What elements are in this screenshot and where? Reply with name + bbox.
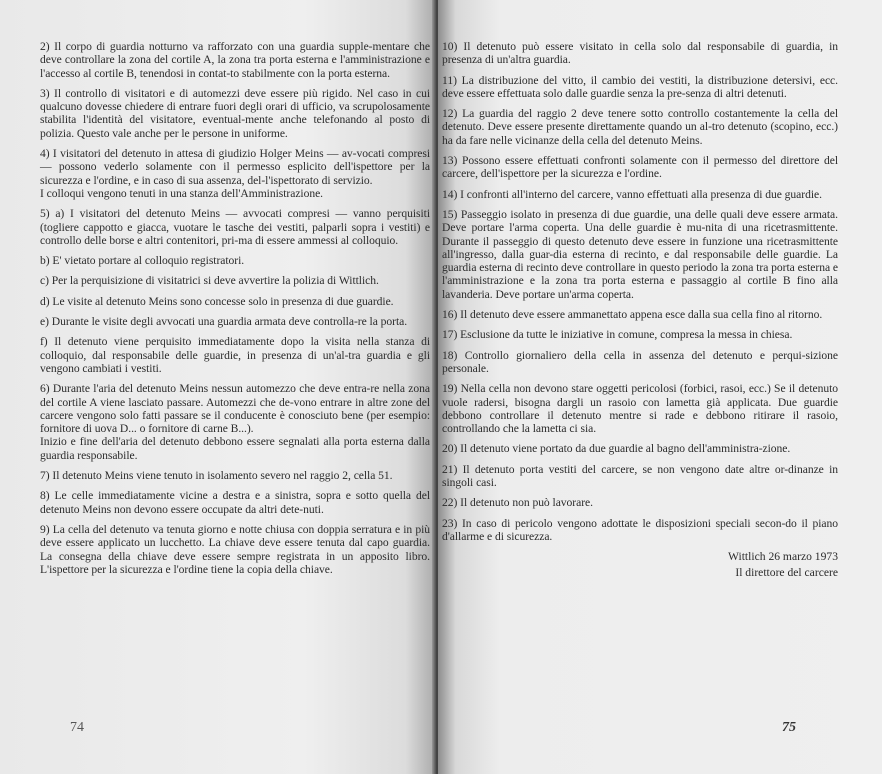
page-number-right: 75: [782, 720, 796, 735]
page-number-left: 74: [70, 720, 84, 735]
paragraph-6: 6) Durante l'aria del detenuto Meins nessun automezzo che deve entra-re nella zona del cortile A viene lasciato passare. Automezzi che de-vono entrare in altre zone del carcere vengono solo fatti passare se il conducente è conosciuto bene (per esempio: fornitore di uova D... o fornitore di carne B...). Inizio e fine dell'aria del detenuto debbono essere segnalati alla porta esterna dalla guardia responsabile.: [40, 382, 430, 462]
paragraph-14: 14) I confronti all'interno del carcere, vanno effettuati alla presenza di due guardie.: [442, 187, 822, 201]
paragraph-15: 15) Passeggio isolato in presenza di due guardie, una delle quali deve essere armata. Deve portare l'arma coperta. Una delle guardie è mu-nita di una ricetrasmittente. Durante il passeggio di questo detenuto deve essere in funzione una ricetrasmittente all'ingresso, dalla guar-dia esterna di recinto, e dal responsabile delle guardie. La guardia esterna di recinto deve controllare in questo periodo la zona tra porta esterna e l'amministrazione e la zona tra porta esterna e passaggio al cortile B fino alla lavanderia. Deve portare un'arma coperta.: [442, 207, 839, 301]
paragraph-18: 18) Controllo giornaliero della cella in assenza del detenuto e perqui-sizione personale.: [442, 348, 838, 375]
paragraph-23: 23) In caso di pericolo vengono adottate le disposizioni speciali secon-do il piano d'allarme e di sicurezza.: [442, 516, 838, 543]
paragraph-11: 11) La distribuzione del vitto, il cambio dei vestiti, la distribuzione detersivi, ecc. deve essere effettuata solo dalle guardie senza la pre-senza di altri detenuti.: [442, 73, 838, 100]
paragraph-3: 3) Il controllo di visitatori e di automezzi deve essere più rigido. Nel caso in cui qualcuno dovesse chiedere di entrare fuori degli orari di ufficio, va scrupolosamente stabilita l'identità del visitatore, eventual-mente anche telefonando al posto di polizia. Questo vale anche per le persone in uniforme.: [40, 86, 430, 140]
paragraph-10: 10) Il detenuto può essere visitato in cella solo dal responsabile di guardia, in presenza di un'altra guardia.: [442, 40, 838, 67]
paragraph-9: 9) La cella del detenuto va tenuta giorno e notte chiusa con doppia serratura e in più deve essere applicato un lucchetto. La chiave deve essere tenuta dal capo guardia. La consegna della chiave deve essere sempre registrata in un apposito libro. L'ispettore per la sicurezza e l'ordine tiene la copia della chiave.: [40, 522, 430, 576]
paragraph-5a: 5) a) I visitatori del detenuto Meins — avvocati compresi — vanno perquisiti (togliere cappotto e giacca, vuotare le tasche dei vestiti, palparli sopra i vestiti) e controllo delle borse e altri contenitori, pri-ma di essere ammessi al colloquio.: [40, 207, 430, 247]
paragraph-7: 7) Il detenuto Meins viene tenuto in isolamento severo nel raggio 2, cella 51.: [40, 469, 393, 483]
paragraph-8: 8) Le celle immediatamente vicine a destra e a sinistra, sopra e sotto quella del detenuto Meins non devono essere occupate da altri dete-nuti.: [40, 489, 430, 516]
paragraph-12: 12) La guardia del raggio 2 deve tenere sotto controllo costantemente la cella del detenuto. Deve essere presente direttamente quando un al-tro detenuto (scopino, ecc.) ha da fare nelle vicinanze della cella del detenuto Meins.: [442, 107, 838, 147]
paragraph-22: 22) Il detenuto non può lavorare.: [442, 496, 593, 510]
paragraph-20: 20) Il detenuto viene portato da due guardie al bagno dell'amministra-zione.: [442, 442, 791, 456]
left-page: [0, 0, 436, 774]
paragraph-19: 19) Nella cella non devono stare oggetti pericolosi (forbici, rasoi, ecc.) Se il detenuto vuole radersi, bisogna dargli un rasoio con lametta già applicata. Due guardie debbono controllare il detenuto mentre si rade e debbono ritirare il rasoio, controllando che la lametta ci sia.: [442, 382, 838, 436]
signature-role: Il direttore del carcere: [735, 565, 838, 579]
paragraph-4: 4) I visitatori del detenuto in attesa di giudizio Holger Meins — av-vocati compresi — possono vederlo solamente con il permesso esplicito dell'ispettore per la sicurezza e l'ordine, e in caso di sua assenza, del-l'ispettorato di servizio. I colloqui vengono tenuti in una stanza dell'Amministrazione.: [40, 147, 430, 200]
paragraph-5f: f) Il detenuto viene perquisito immediatamente dopo la visita nella stanza di colloquio, dal responsabile delle guardie, in presenza di un'al-tra guardia e gli vengono cambiati i vestiti.: [40, 335, 430, 375]
paragraph-5b: b) E' vietato portare al colloquio registratori.: [40, 254, 245, 268]
paragraph-16: 16) Il detenuto deve essere ammanettato appena esce dalla sua cella fino al ritorno.: [442, 308, 823, 322]
paragraph-13: 13) Possono essere effettuati confronti solamente con il permesso del direttore del carcere, dell'ispettore per la sicurezza e l'ordine.: [442, 154, 838, 181]
right-page: [438, 0, 882, 774]
paragraph-17: 17) Esclusione da tutte le iniziative in comune, compresa la messa in chiesa.: [442, 328, 793, 342]
signature-place-date: Wittlich 26 marzo 1973: [728, 550, 838, 564]
paragraph-5d: d) Le visite al detenuto Meins sono concesse solo in presenza di due guardie.: [40, 294, 394, 308]
paragraph-5e: e) Durante le visite degli avvocati una guardia armata deve controlla-re la porta.: [40, 315, 408, 329]
paragraph-21: 21) Il detenuto porta vestiti del carcere, se non vengono date altre or-dinanze in singoli casi.: [442, 462, 838, 490]
paragraph-2: 2) Il corpo di guardia notturno va rafforzato con una guardia supple-mentare che deve controllare la zona del cortile A, la zona tra porta esterna e l'amministrazione e l'accesso al cortile B, tenendosi in contat-to stabilmente con la porta esterna.: [40, 40, 430, 80]
paragraph-5c: c) Per la perquisizione di visitatrici si deve avvertire la polizia di Wittlich.: [40, 274, 379, 288]
